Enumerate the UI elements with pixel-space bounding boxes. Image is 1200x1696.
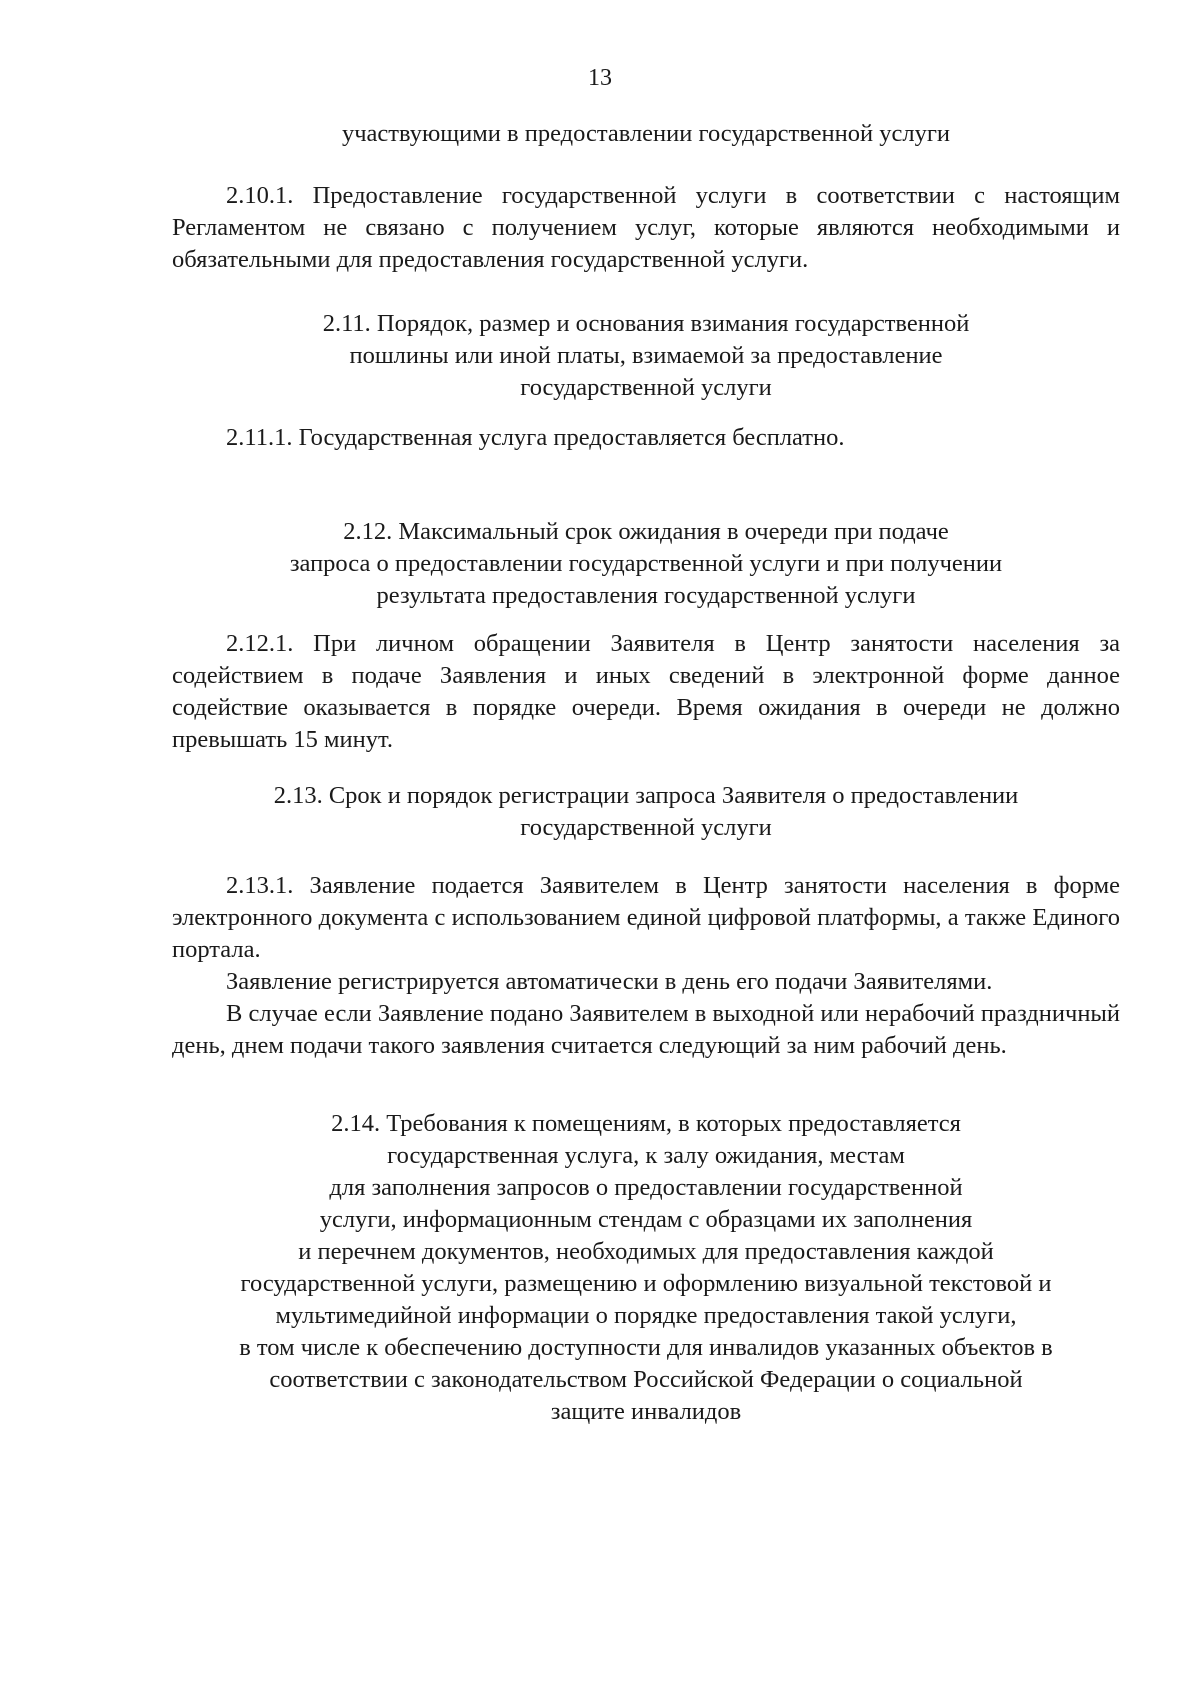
section-2-13-body <box>172 870 1120 1062</box>
heading-2-12-line: 2.12. Максимальный срок ожидания в очереди при подаче <box>343 518 949 545</box>
heading-2-14-line: 2.14. Требования к помещениям, в которых предоставляется <box>331 1110 961 1137</box>
heading-2-12-line: результата предоставления государственной услуги <box>376 582 916 609</box>
paragraph-2-13-2: Заявление регистрируется автоматически в день его подачи Заявителями. <box>226 968 993 995</box>
heading-2-11-line: пошлины или иной платы, взимаемой за предоставление <box>349 342 943 369</box>
paragraph-2-10-1: 2.10.1. Предоставление государственной услуги в соответствии с настоящим Регламентом не связано с получением услуг, которые являются необходимыми и обязательными для предоставления государственной услуги. <box>172 182 1120 273</box>
heading-2-14-line: для заполнения запросов о предоставлении государственной <box>329 1174 963 1201</box>
heading-2-14-line: в том числе к обеспечению доступности для инвалидов указанных объектов в <box>239 1334 1053 1361</box>
heading-2-14-line: мультимедийной информации о порядке предоставления такой услуги, <box>275 1302 1017 1329</box>
heading-2-14 <box>172 1108 1120 1428</box>
heading-2-14-line: и перечнем документов, необходимых для предоставления каждой <box>298 1238 994 1265</box>
page-number: 13 <box>588 65 612 91</box>
heading-2-14-line: государственной услуги, размещению и оформлению визуальной текстовой и <box>240 1270 1052 1297</box>
paragraph-2-11-1: 2.11.1. Государственная услуга предоставляется бесплатно. <box>226 424 845 451</box>
heading-2-14-line: государственная услуга, к залу ожидания, местам <box>387 1142 905 1169</box>
paragraph-2-12-1: 2.12.1. При личном обращении Заявителя в Центр занятости населения за содействием в подаче Заявления и иных сведений в электронной форме данное содействие оказывается в порядке очереди. Время ожидания в очереди не должно превышать 15 минут. <box>172 630 1120 753</box>
heading-2-11-line: государственной услуги <box>520 374 772 401</box>
heading-2-12 <box>172 516 1120 612</box>
heading-2-13-line: государственной услуги <box>520 814 772 841</box>
paragraph-2-13-3: В случае если Заявление подано Заявителем в выходной или нерабочий праздничный день, днем подачи такого заявления считается следующий за ним рабочий день. <box>172 1000 1120 1059</box>
heading-2-13-line: 2.13. Срок и порядок регистрации запроса Заявителя о предоставлении <box>273 782 1019 809</box>
paragraph-2-13-1: 2.13.1. Заявление подается Заявителем в Центр занятости населения в форме электронного документа с использованием единой цифровой платформы, а также Единого портала. <box>172 872 1120 963</box>
heading-2-14-line: услуги, информационным стендам с образцами их заполнения <box>319 1206 973 1233</box>
heading-2-12-line: запроса о предоставлении государственной услуги и при получении <box>289 550 1003 577</box>
heading-2-13 <box>172 780 1120 844</box>
heading-2-14-line: соответствии с законодательством Российской Федерации о социальной <box>269 1366 1023 1393</box>
heading-2-11 <box>172 308 1120 404</box>
section-2-10-heading-tail: участвующими в предоставлении государственной услуги <box>341 120 950 147</box>
heading-2-14-line: защите инвалидов <box>550 1398 742 1425</box>
heading-2-11-line: 2.11. Порядок, размер и основания взимания государственной <box>322 310 970 337</box>
